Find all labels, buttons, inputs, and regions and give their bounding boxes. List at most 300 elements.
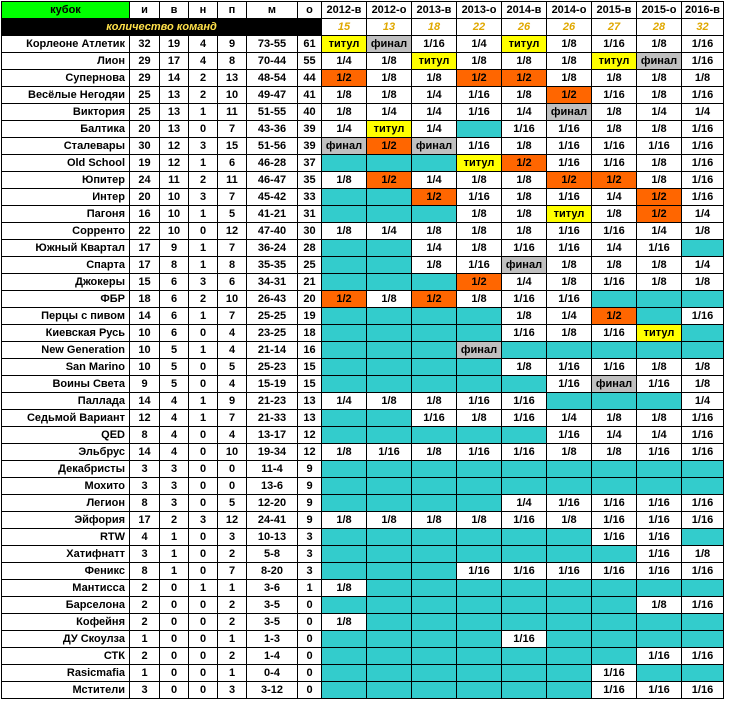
table-row [2,529,724,546]
stat-wins: 0 [160,614,189,631]
col-header-2015-spring: 2015-в [592,2,637,19]
stat-games: 3 [130,546,160,563]
cup-result [502,682,547,699]
team-name: Балтика [2,121,130,138]
cup-result: 1/8 [637,87,682,104]
table-row [2,240,724,257]
cup-result: 1/8 [637,155,682,172]
cup-result: 1/16 [547,121,592,138]
cup-result [502,427,547,444]
stat-wins: 0 [160,597,189,614]
stat-goals: 45-42 [247,189,298,206]
cup-result: 1/4 [322,121,367,138]
table-row [2,325,724,342]
cup-result [502,529,547,546]
stat-games: 2 [130,648,160,665]
cup-result [547,614,592,631]
stat-goals: 51-56 [247,138,298,155]
table-row [2,614,724,631]
stat-wins: 0 [160,665,189,682]
cup-result: 1/2 [637,189,682,206]
stat-goals: 1-3 [247,631,298,648]
team-name: Юпитер [2,172,130,189]
cup-result: 1/8 [502,206,547,223]
cup-result [322,155,367,172]
cup-result [367,325,412,342]
cup-result: 1/8 [502,189,547,206]
cup-result: титул [457,155,502,172]
cup-result [412,325,457,342]
cup-result: 1/16 [682,121,724,138]
cup-result: 1/16 [637,495,682,512]
cup-result [367,376,412,393]
cup-result: 1/8 [412,257,457,274]
cup-result [502,614,547,631]
stat-games: 1 [130,665,160,682]
cup-result [502,478,547,495]
cup-result: 1/16 [682,189,724,206]
cup-result: 1/16 [592,359,637,376]
stat-points: 12 [298,427,322,444]
cup-result [502,580,547,597]
cup-result [547,648,592,665]
stat-losses: 15 [218,138,247,155]
cup-result [502,461,547,478]
cup-result [322,631,367,648]
col-header-points: о [298,2,322,19]
cup-result: 1/4 [367,223,412,240]
stat-goals: 21-14 [247,342,298,359]
cup-result [412,580,457,597]
team-name: Мохито [2,478,130,495]
stat-goals: 43-36 [247,121,298,138]
stat-draws: 0 [189,223,218,240]
stat-wins: 4 [160,427,189,444]
cup-result: 1/16 [547,495,592,512]
stat-draws: 0 [189,444,218,461]
stat-losses: 8 [218,257,247,274]
team-count-cell: 15 [322,19,367,36]
team-name: Эльбрус [2,444,130,461]
stat-wins: 14 [160,70,189,87]
team-name: СТК [2,648,130,665]
cup-result [367,240,412,257]
stat-goals: 70-44 [247,53,298,70]
table-row [2,376,724,393]
cup-result: финал [547,104,592,121]
cup-result [592,597,637,614]
cup-result: 1/16 [637,529,682,546]
stat-wins: 19 [160,36,189,53]
cup-result: 1/8 [592,410,637,427]
cup-result [367,614,412,631]
team-name: ДУ Скоулза [2,631,130,648]
cup-result [682,240,724,257]
cup-result [412,631,457,648]
stat-goals: 24-41 [247,512,298,529]
stat-games: 2 [130,614,160,631]
cup-result [367,563,412,580]
cup-result [412,665,457,682]
stat-points: 40 [298,104,322,121]
stat-points: 30 [298,223,322,240]
stat-points: 44 [298,70,322,87]
team-name: ФБР [2,291,130,308]
stat-games: 29 [130,53,160,70]
cup-result: 1/16 [592,563,637,580]
team-name: Лион [2,53,130,70]
stat-losses: 2 [218,597,247,614]
table-row [2,631,724,648]
stat-goals: 25-23 [247,359,298,376]
cup-result: 1/16 [547,563,592,580]
cup-result [367,155,412,172]
cup-result: 1/2 [367,138,412,155]
stat-losses: 10 [218,291,247,308]
cup-result: 1/8 [547,444,592,461]
cup-result: 1/16 [637,648,682,665]
stat-draws: 3 [189,189,218,206]
cup-result: титул [502,36,547,53]
cup-result: 1/2 [322,291,367,308]
stat-goals: 21-23 [247,393,298,410]
cup-result [547,342,592,359]
team-name: Old School [2,155,130,172]
team-count-cell: 13 [367,19,412,36]
stat-games: 24 [130,172,160,189]
stat-points: 13 [298,410,322,427]
cup-result: 1/8 [682,70,724,87]
team-count-label: количество команд [2,19,322,36]
team-name: Южный Квартал [2,240,130,257]
cup-result: 1/2 [322,70,367,87]
cup-result [547,529,592,546]
cup-result [502,597,547,614]
stat-games: 14 [130,393,160,410]
cup-result: 1/2 [367,172,412,189]
cup-result: 1/4 [637,104,682,121]
cup-result [412,461,457,478]
cup-result [457,325,502,342]
cup-result: 1/8 [502,138,547,155]
cup-result: 1/4 [682,206,724,223]
cup-result [412,155,457,172]
cup-result: 1/8 [682,376,724,393]
cup-result [547,580,592,597]
stat-goals: 23-25 [247,325,298,342]
stat-losses: 8 [218,53,247,70]
cup-result: 1/8 [457,291,502,308]
cup-result: 1/16 [682,444,724,461]
cup-result: 1/16 [547,138,592,155]
cup-result: 1/8 [502,87,547,104]
cup-result [412,342,457,359]
cup-result: 1/16 [457,104,502,121]
stat-games: 2 [130,597,160,614]
stat-losses: 4 [218,325,247,342]
cup-result [412,529,457,546]
stat-losses: 11 [218,104,247,121]
cup-result [457,597,502,614]
table-row [2,512,724,529]
cup-result [682,580,724,597]
stat-losses: 7 [218,240,247,257]
cup-result [457,529,502,546]
stat-draws: 0 [189,614,218,631]
cup-result [502,342,547,359]
stat-wins: 2 [160,512,189,529]
cup-result: 1/16 [547,291,592,308]
col-header-games: и [130,2,160,19]
cup-result: 1/4 [592,240,637,257]
stat-draws: 4 [189,53,218,70]
stat-points: 37 [298,155,322,172]
cup-statistics-table [1,1,724,699]
cup-result: 1/8 [412,444,457,461]
stat-wins: 0 [160,648,189,665]
cup-result: 1/16 [592,155,637,172]
cup-result: титул [592,53,637,70]
table-row [2,155,724,172]
cup-result [682,461,724,478]
cup-result: 1/8 [637,121,682,138]
stat-draws: 0 [189,563,218,580]
cup-result: 1/16 [682,155,724,172]
team-name: San Marino [2,359,130,376]
stat-wins: 13 [160,104,189,121]
stat-points: 3 [298,529,322,546]
stat-losses: 2 [218,614,247,631]
table-row [2,308,724,325]
cup-result [502,376,547,393]
cup-result [592,393,637,410]
stat-games: 25 [130,104,160,121]
team-name: Rasicmafia [2,665,130,682]
cup-result: 1/4 [682,257,724,274]
stat-games: 3 [130,682,160,699]
cup-result: 1/16 [682,563,724,580]
cup-result: 1/4 [412,121,457,138]
cup-result [367,665,412,682]
stat-games: 8 [130,427,160,444]
cup-result [547,478,592,495]
cup-result: 1/16 [592,512,637,529]
cup-result [547,546,592,563]
stat-wins: 6 [160,325,189,342]
cup-result: финал [637,53,682,70]
stat-wins: 17 [160,53,189,70]
cup-result [412,308,457,325]
cup-result: 1/8 [592,121,637,138]
stat-games: 14 [130,308,160,325]
cup-result [592,614,637,631]
cup-result [367,342,412,359]
cup-result [457,427,502,444]
team-count-cell: 26 [502,19,547,36]
table-row [2,648,724,665]
cup-result: 1/4 [592,427,637,444]
stat-wins: 0 [160,580,189,597]
stat-draws: 0 [189,495,218,512]
cup-result: 1/16 [412,410,457,427]
stat-goals: 10-13 [247,529,298,546]
stat-wins: 6 [160,291,189,308]
cup-result: 1/16 [457,444,502,461]
cup-result [412,563,457,580]
cup-result: 1/16 [457,189,502,206]
cup-result [457,308,502,325]
cup-result: 1/8 [637,70,682,87]
stat-draws: 3 [189,138,218,155]
stat-draws: 0 [189,546,218,563]
stat-points: 35 [298,172,322,189]
cup-result: 1/8 [322,580,367,597]
stat-wins: 12 [160,155,189,172]
cup-result: 1/8 [322,104,367,121]
stat-draws: 2 [189,172,218,189]
stat-draws: 0 [189,121,218,138]
cup-result [457,546,502,563]
stat-points: 15 [298,376,322,393]
cup-result: 1/8 [502,172,547,189]
cup-result: 1/8 [322,512,367,529]
cup-result: 1/16 [592,529,637,546]
cup-result [322,648,367,665]
stat-points: 9 [298,478,322,495]
stat-losses: 5 [218,206,247,223]
cup-result: 1/4 [367,104,412,121]
cup-result: 1/4 [637,223,682,240]
cup-result: 1/16 [457,393,502,410]
stat-goals: 12-20 [247,495,298,512]
table-row [2,444,724,461]
cup-result: 1/16 [547,427,592,444]
cup-result: 1/16 [367,444,412,461]
cup-result: 1/4 [637,427,682,444]
stat-games: 18 [130,291,160,308]
col-header-2013-spring: 2013-в [412,2,457,19]
cup-result [322,257,367,274]
stat-goals: 25-25 [247,308,298,325]
team-count-cell: 32 [682,19,724,36]
team-name: Феникс [2,563,130,580]
cup-result [682,631,724,648]
stat-games: 10 [130,325,160,342]
stat-points: 13 [298,393,322,410]
cup-result [457,495,502,512]
cup-result: 1/8 [322,87,367,104]
stat-wins: 10 [160,189,189,206]
stat-draws: 1 [189,580,218,597]
cup-result [637,580,682,597]
table-row [2,665,724,682]
cup-result [367,529,412,546]
cup-result [322,529,367,546]
cup-result [322,427,367,444]
cup-result: 1/2 [502,70,547,87]
stat-games: 32 [130,36,160,53]
stat-draws: 0 [189,376,218,393]
cup-result [412,359,457,376]
cup-result: 1/8 [637,274,682,291]
cup-result [637,665,682,682]
cup-result: 1/16 [637,240,682,257]
col-header-2016-spring: 2016-в [682,2,724,19]
cup-result: 1/8 [412,223,457,240]
cup-result: 1/8 [502,308,547,325]
table-row [2,36,724,53]
cup-result: 1/4 [322,393,367,410]
cup-result: 1/8 [457,240,502,257]
stat-points: 33 [298,189,322,206]
team-name: Спарта [2,257,130,274]
cup-result: 1/8 [592,206,637,223]
stat-games: 15 [130,274,160,291]
stat-draws: 2 [189,291,218,308]
cup-result [367,495,412,512]
stat-draws: 0 [189,648,218,665]
stat-games: 4 [130,529,160,546]
cup-result [367,206,412,223]
cup-result: 1/8 [367,70,412,87]
stat-draws: 0 [189,597,218,614]
stat-points: 41 [298,87,322,104]
team-name: Декабристы [2,461,130,478]
cup-result: 1/16 [637,376,682,393]
cup-result [457,648,502,665]
stat-losses: 6 [218,155,247,172]
cup-result [637,342,682,359]
cup-result [322,189,367,206]
cup-result [412,546,457,563]
cup-result [367,546,412,563]
stat-draws: 1 [189,155,218,172]
stat-wins: 1 [160,563,189,580]
cup-result: 1/4 [502,274,547,291]
cup-result [322,495,367,512]
stat-wins: 4 [160,393,189,410]
stat-goals: 48-54 [247,70,298,87]
team-name: Воины Света [2,376,130,393]
stat-draws: 0 [189,682,218,699]
stat-losses: 3 [218,529,247,546]
cup-result: 1/2 [637,206,682,223]
cup-result: 1/16 [592,325,637,342]
stat-games: 22 [130,223,160,240]
stat-games: 20 [130,189,160,206]
stat-wins: 8 [160,257,189,274]
cup-result [367,257,412,274]
team-name: Мстители [2,682,130,699]
cup-result: 1/4 [682,104,724,121]
stat-games: 8 [130,495,160,512]
stat-goals: 3-12 [247,682,298,699]
stat-losses: 10 [218,444,247,461]
cup-result: 1/8 [412,393,457,410]
cup-result: 1/16 [592,665,637,682]
stat-wins: 11 [160,172,189,189]
cup-result: 1/8 [412,512,457,529]
stat-points: 12 [298,444,322,461]
cup-result [637,614,682,631]
cup-result: 1/8 [592,444,637,461]
cup-result: 1/16 [682,308,724,325]
cup-result: 1/8 [322,614,367,631]
cup-result [367,427,412,444]
cup-result: 1/4 [412,172,457,189]
team-count-cell: 28 [637,19,682,36]
cup-result [457,682,502,699]
